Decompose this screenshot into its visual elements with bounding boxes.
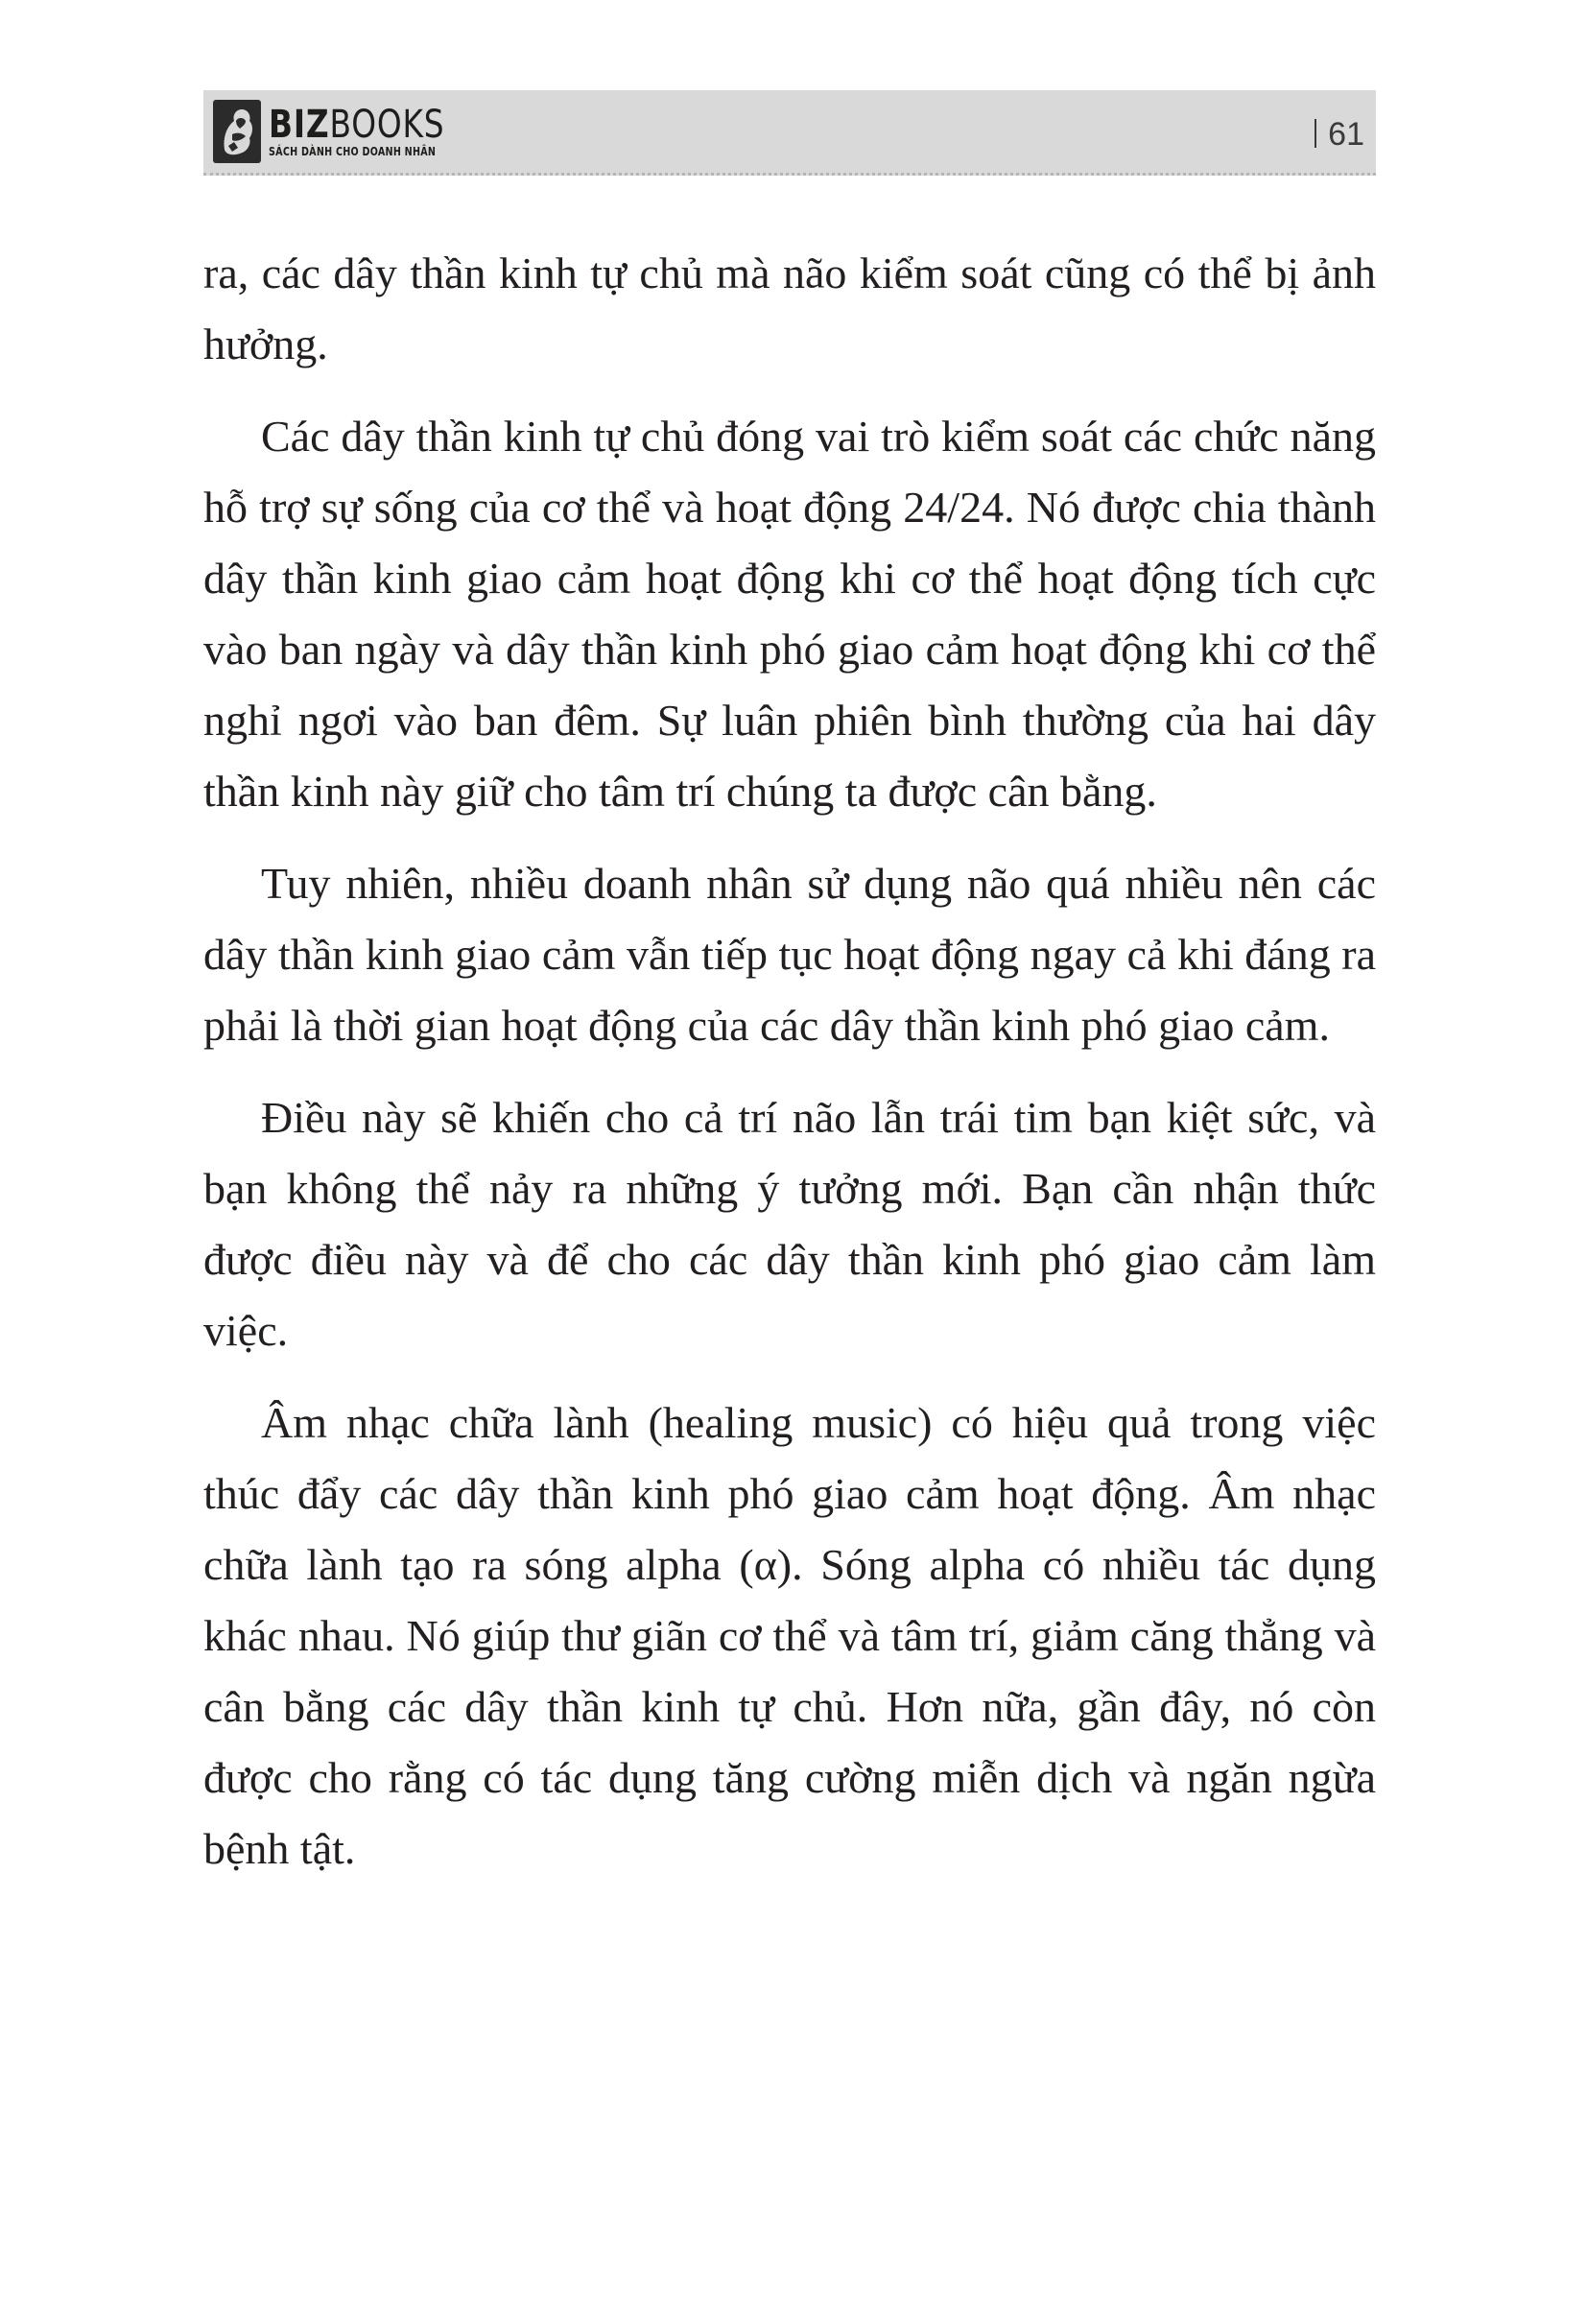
logo-wordmark <box>269 105 444 145</box>
logo-tagline: SÁCH DÀNH CHO DOANH NHÂN <box>269 145 437 158</box>
page-number: 61 <box>1328 116 1364 153</box>
paragraph: Âm nhạc chữa lành (healing music) có hiệu quả trong việc thúc đẩy các dây thần kinh phó giao cảm hoạt động. Âm nhạc chữa lành tạo ra sóng alpha (α). Sóng alpha có nhiều tác dụng khác nhau. Nó giúp thư giãn cơ thể và tâm trí, giảm căng thẳng và cân bằng các dây thần kinh tự chủ. Hơn nữa, gần đây, nó còn được cho rằng có tác dụng tăng cường miễn dịch và ngăn ngừa bệnh tật. <box>203 1398 1376 1873</box>
paragraph: Tuy nhiên, nhiều doanh nhân sử dụng não quá nhiều nên các dây thần kinh giao cảm vẫn tiếp tục hoạt động ngay cả khi đáng ra phải là thời gian hoạt động của các dây thần kinh phó giao cảm. <box>203 859 1376 1050</box>
paragraph: Các dây thần kinh tự chủ đóng vai trò kiểm soát các chức năng hỗ trợ sự sống của cơ thể và hoạt động 24/24. Nó được chia thành dây thần kinh giao cảm hoạt động khi cơ thể hoạt động tích cực vào ban ngày và dây thần kinh phó giao cảm hoạt động khi cơ thể nghỉ ngơi vào ban đêm. Sự luân phiên bình thường của hai dây thần kinh này giữ cho tâm trí chúng ta được cân bằng. <box>203 412 1376 816</box>
body-text <box>203 238 1376 1906</box>
paragraph: ra, các dây thần kinh tự chủ mà não kiểm soát cũng có thể bị ảnh hưởng. <box>203 249 1376 368</box>
logo-wordmark-bold: BIZ <box>269 103 330 147</box>
bizbooks-logo <box>213 96 484 167</box>
paragraph: Điều này sẽ khiến cho cả trí não lẫn trái tim bạn kiệt sức, và bạn không thể nảy ra những ý tưởng mới. Bạn cần nhận thức được điều này và để cho các dây thần kinh phó giao cảm làm việc. <box>203 1093 1376 1355</box>
logo-wordmark-light: BOOKS <box>329 103 445 147</box>
page-number-block <box>1315 115 1364 154</box>
page-header <box>203 90 1376 176</box>
page-number-divider <box>1315 119 1316 148</box>
lion-logo-icon <box>213 100 261 163</box>
